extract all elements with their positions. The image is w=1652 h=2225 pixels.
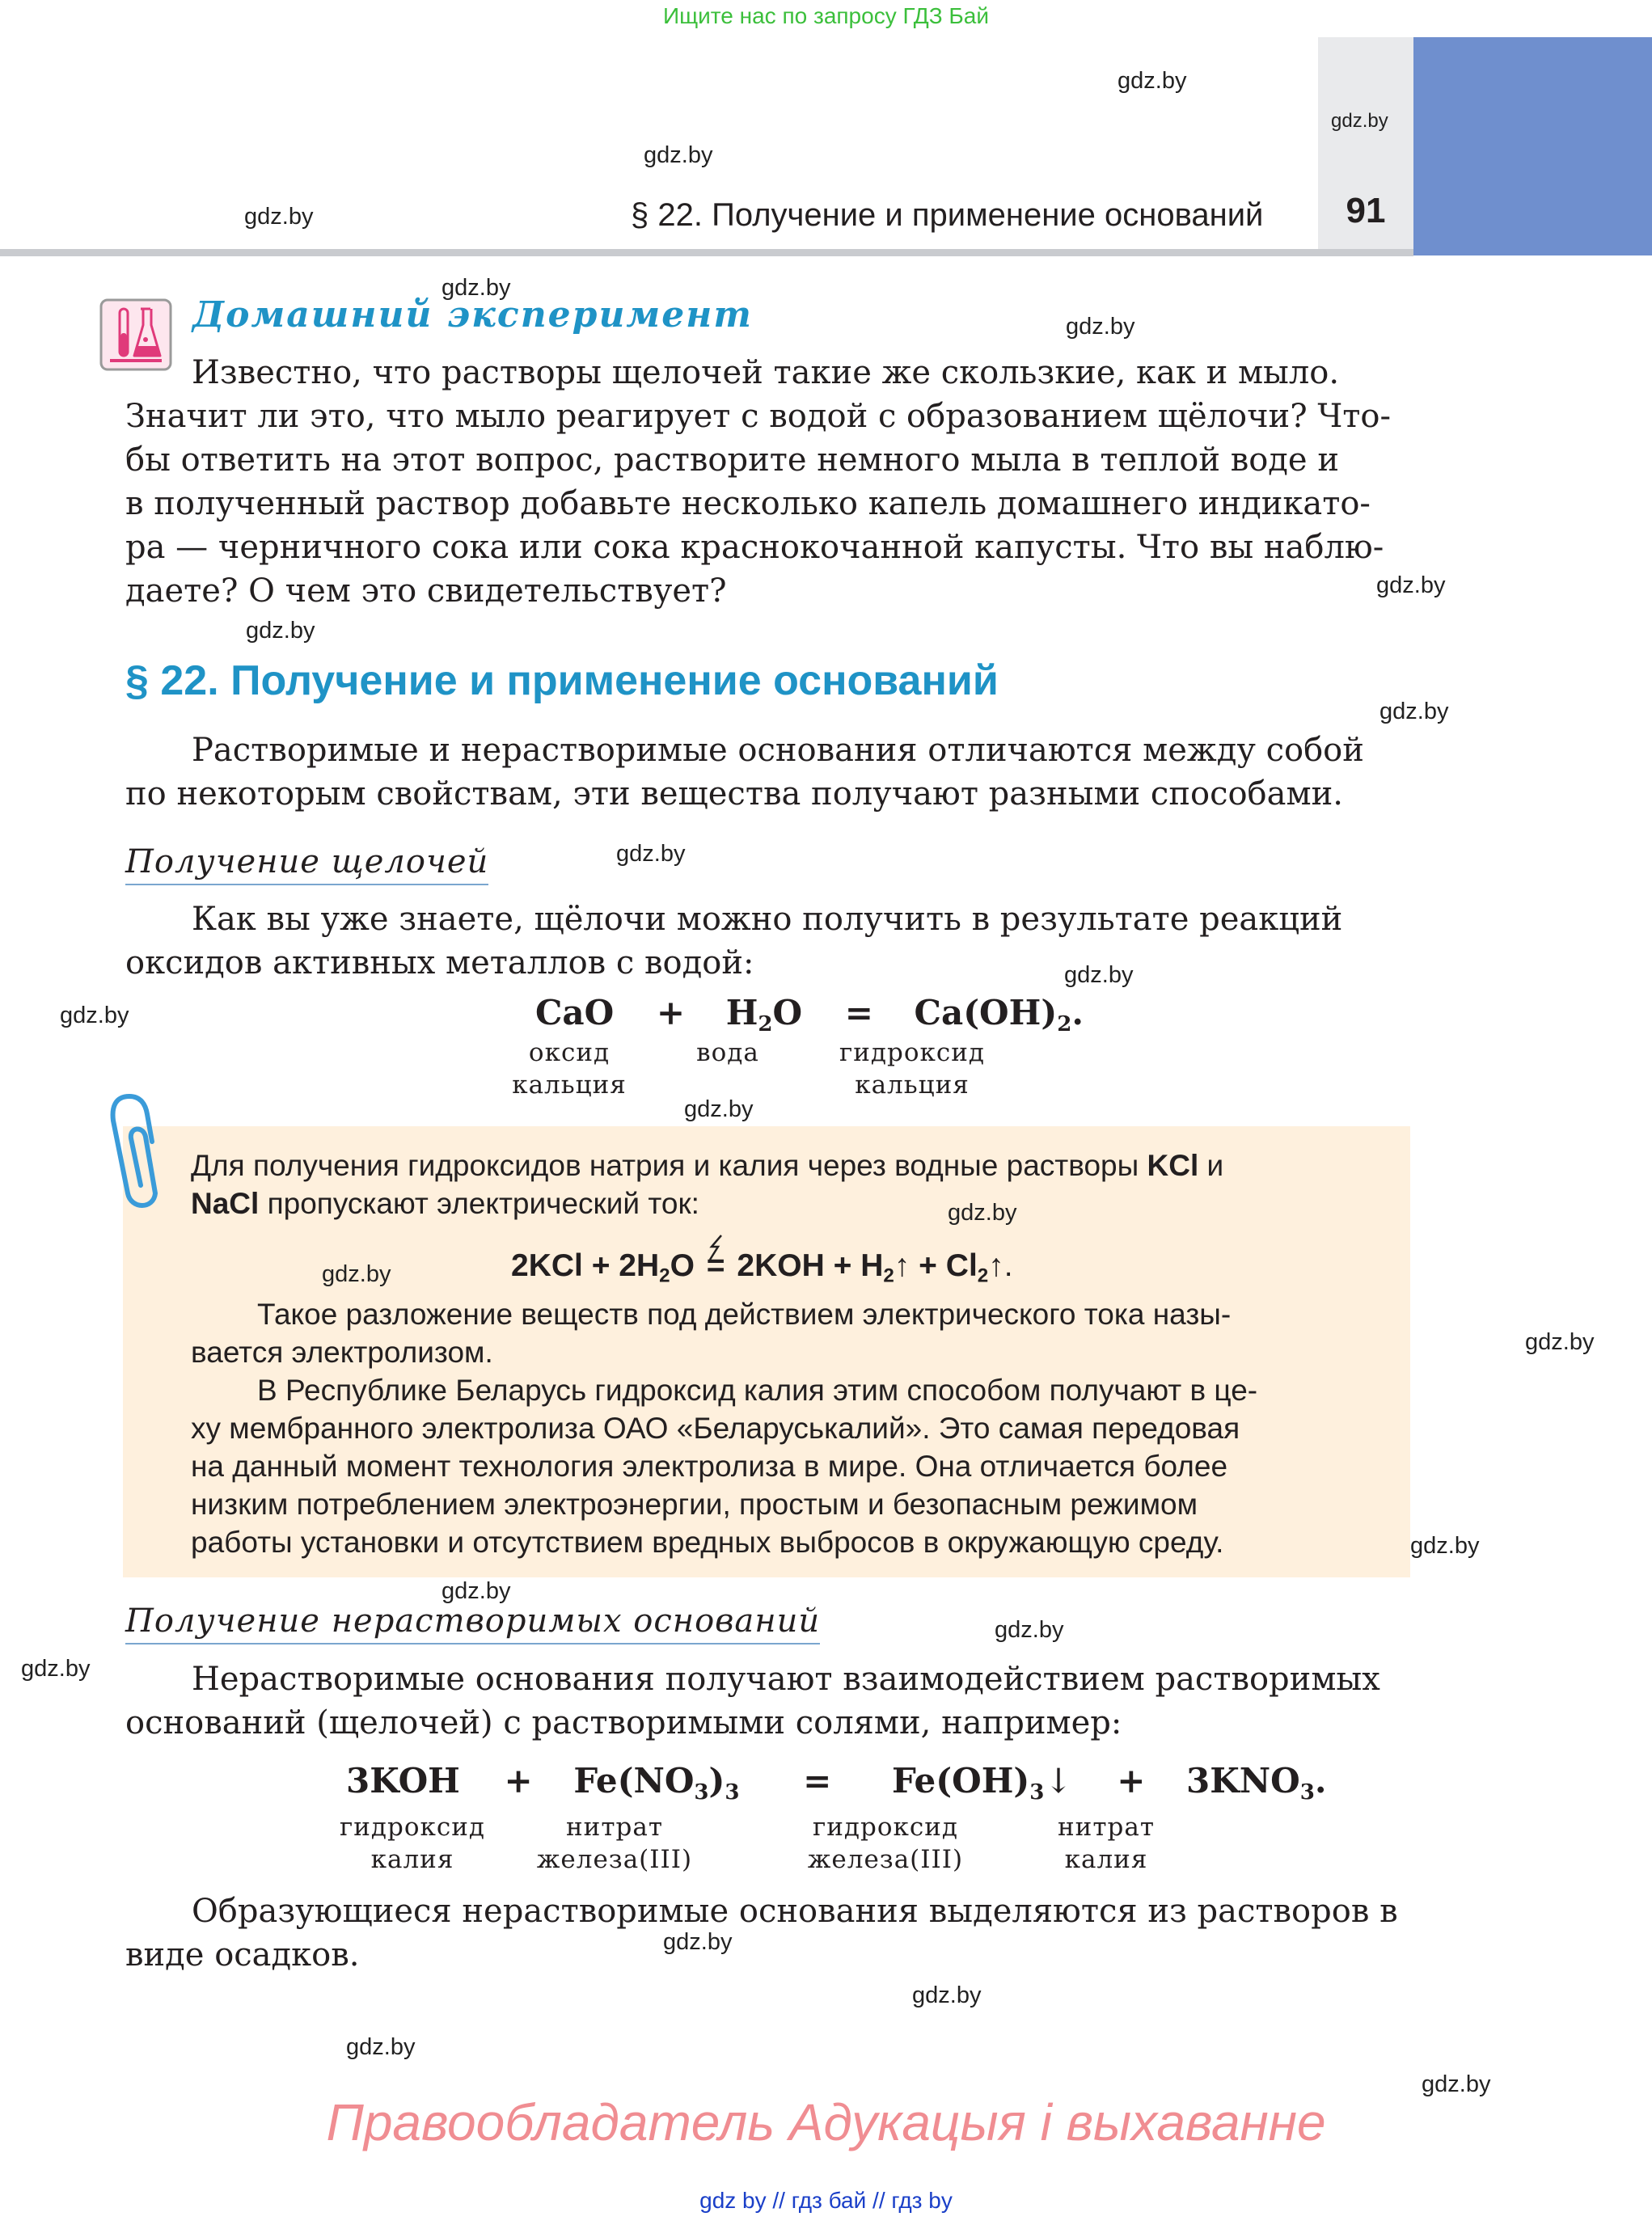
text-line: даете? О чем это свидетельствует? — [125, 572, 727, 610]
electric-current-icon — [707, 1234, 728, 1261]
plus-sign: + — [656, 993, 686, 1032]
equation-fe — [346, 1761, 1327, 1805]
plus-sign: + — [1117, 1761, 1146, 1801]
text-line: Значит ли это, что мыло реагирует с водой с образованием щёлочи? Что- — [125, 398, 1392, 435]
text-line: Растворимые и нерастворимые основания отличаются между собой — [192, 732, 1364, 769]
section-title: § 22. Получение и применение оснований — [125, 657, 999, 704]
product-caoh2: $Ca(OH)_2$. — [914, 993, 1084, 1037]
reactant-water: $H_2O$ — [725, 993, 803, 1037]
text-line: оснований (щелочей) с растворимыми солями, например: — [125, 1704, 1122, 1742]
text-line: ра — черничного сока или сока краснокочанной капусты. Что вы наблю- — [125, 529, 1384, 566]
text-line: работы установки и отсутствием вредных выбросов в окружающую среду. — [191, 1526, 1224, 1559]
subsection-title-alkali: Получение щелочей — [125, 843, 488, 885]
watermark: gdz.by — [1331, 110, 1388, 132]
watermark: gdz.by — [442, 275, 511, 301]
text-line: Образующиеся нерастворимые основания выделяются из растворов в — [192, 1893, 1398, 1930]
copyright-notice: Правообладатель Адукацыя і выхаванне — [326, 2093, 1326, 2151]
watermark: gdz.by — [1422, 2071, 1491, 2097]
page-number: 91 — [1346, 191, 1386, 230]
watermark: gdz.by — [322, 1261, 391, 1287]
text-line: ху мембранного электролиза ОАО «Беларуськалий». Это самая передовая — [191, 1412, 1240, 1445]
text-line: Нерастворимые основания получают взаимодействием растворимых — [192, 1661, 1380, 1698]
watermark: gdz.by — [1410, 1533, 1480, 1559]
watermark: gdz.by — [346, 2034, 416, 2060]
final-text — [125, 1889, 1411, 1977]
text-line: NaCl пропускают электрический ток: — [191, 1187, 699, 1220]
watermark: gdz.by — [663, 1929, 733, 1955]
section-intro — [125, 728, 1411, 816]
text-line: Такое разложение веществ под действием электрического тока назы- — [257, 1298, 1232, 1331]
watermark: gdz.by — [21, 1656, 91, 1682]
watermark: gdz.by — [1064, 962, 1134, 988]
watermark: gdz.by — [442, 1578, 511, 1604]
experiment-text — [125, 351, 1411, 613]
text-line: виде осадков. — [125, 1936, 360, 1974]
equals-sign: = — [803, 1761, 832, 1801]
reactant-koh: 3KOH — [346, 1761, 460, 1801]
product-kno3: $3KNO_3$. — [1186, 1761, 1327, 1805]
watermark: gdz.by — [60, 1003, 129, 1028]
running-title: § 22. Получение и применение оснований — [631, 197, 1264, 233]
plus-sign: + — [504, 1761, 533, 1801]
watermark: gdz.by — [616, 841, 686, 867]
text-line: на данный момент технология электролиза в мире. Она отличается более — [191, 1450, 1228, 1483]
text-line: бы ответить на этот вопрос, растворите немного мыла в теплой воде и — [125, 441, 1339, 479]
watermark: gdz.by — [995, 1617, 1064, 1643]
paperclip-icon — [105, 1090, 167, 1216]
text-line: низким потреблением электроэнергии, простым и безопасным режимом — [191, 1488, 1198, 1521]
note-intro — [191, 1146, 1379, 1222]
caption-water: вода — [696, 1038, 759, 1067]
text-line: вается электролизом. — [191, 1336, 493, 1369]
subsection-title-insoluble: Получение нерастворимых оснований — [125, 1602, 820, 1644]
watermark: gdz.by — [246, 618, 315, 644]
watermark: gdz.by — [1376, 572, 1446, 598]
caption-fe-nitrate: нитрат железа(III) — [536, 1813, 693, 1874]
experiment-title: Домашний эксперимент — [192, 294, 753, 336]
product-fe-hydroxide: $Fe(OH)_3↓$ — [892, 1761, 1073, 1805]
text-line: оксидов активных металлов с водой: — [125, 944, 754, 982]
text-line: по некоторым свойствам, эти вещества получают разными способами. — [125, 775, 1343, 813]
text-line: Для получения гидроксидов натрия и калия через водные растворы KCl и — [191, 1149, 1224, 1182]
text-line: Как вы уже знаете, щёлочи можно получить в результате реакций — [192, 901, 1343, 938]
watermark: gdz.by — [948, 1200, 1017, 1226]
insoluble-text — [125, 1657, 1411, 1745]
text-line: Известно, что растворы щелочей такие же скользкие, как и мыло. — [192, 354, 1340, 391]
alkali-text — [125, 897, 1411, 985]
caption-cao: оксид кальция — [512, 1038, 627, 1100]
watermark: gdz.by — [1525, 1329, 1595, 1355]
watermark: gdz.by — [684, 1096, 754, 1122]
header-color-block — [1413, 37, 1652, 255]
caption-caoh2: гидроксид кальция — [839, 1038, 985, 1100]
caption-kno3: нитрат калия — [1058, 1813, 1155, 1874]
reactant-cao: CaO — [535, 993, 615, 1032]
watermark: gdz.by — [1118, 68, 1187, 94]
watermark: gdz.by — [244, 204, 314, 230]
watermark: gdz.by — [644, 142, 713, 168]
bottom-links[interactable]: gdz by // гдз бай // гдз by — [699, 2188, 953, 2213]
watermark: gdz.by — [1066, 314, 1135, 340]
reactant-fe-nitrate: $Fe(NO_3)_3$ — [573, 1761, 740, 1805]
text-line: в полученный раствор добавьте несколько капель домашнего индикато- — [125, 485, 1371, 522]
electrolysis-equation: $2KCl + 2H_2O$ = $2KOH + H_2↑$ + $Cl_2↑$. — [511, 1248, 1013, 1287]
top-note: Ищите нас по запросу ГДЗ Бай — [662, 3, 990, 28]
equals-sign: = — [844, 993, 873, 1032]
text-line: В Республике Беларусь гидроксид калия этим способом получают в це- — [257, 1374, 1258, 1407]
equation-cao — [535, 993, 1084, 1037]
watermark: gdz.by — [912, 1982, 982, 2008]
watermark: gdz.by — [1379, 699, 1449, 724]
caption-koh: гидроксид калия — [340, 1813, 485, 1874]
caption-fe-hydroxide: гидроксид железа(III) — [807, 1813, 964, 1874]
note-electrolysis-text — [191, 1295, 1379, 1561]
header-rule — [0, 249, 1413, 256]
